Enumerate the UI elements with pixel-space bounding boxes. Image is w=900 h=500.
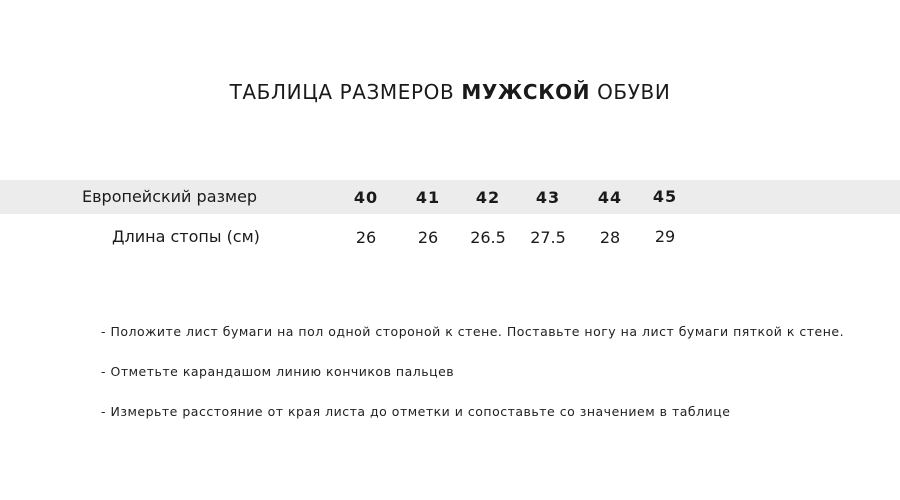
title-suffix: ОБУВИ bbox=[597, 80, 671, 104]
size-cell: 41 bbox=[415, 188, 441, 207]
title-emphasis: МУЖСКОЙ bbox=[461, 80, 591, 104]
measurement-instructions bbox=[101, 322, 861, 442]
size-cell: 42 bbox=[475, 188, 501, 207]
instruction-item: - Измерьте расстояние от края листа до отметки и сопоставьте со значением в таблице bbox=[101, 404, 731, 419]
table-row-european-size bbox=[0, 180, 900, 214]
title-prefix: ТАБЛИЦА РАЗМЕРОВ bbox=[229, 80, 455, 104]
size-cell: 45 bbox=[652, 187, 678, 206]
table-row-foot-length bbox=[0, 220, 900, 254]
instruction-item: - Отметьте карандашом линию кончиков пальцев bbox=[101, 364, 455, 379]
instruction-item: - Положите лист бумаги на пол одной стороной к стене. Поставьте ногу на лист бумаги пяткой к стене. bbox=[101, 324, 845, 339]
row-label: Длина стопы (см) bbox=[112, 227, 260, 246]
row-label: Европейский размер bbox=[82, 187, 258, 206]
length-cell: 26 bbox=[417, 228, 439, 247]
length-cell: 28 bbox=[599, 228, 621, 247]
size-cell: 40 bbox=[353, 188, 379, 207]
length-cell: 26 bbox=[355, 228, 377, 247]
length-cell: 29 bbox=[654, 227, 676, 246]
length-cell: 27.5 bbox=[530, 228, 566, 247]
length-cell: 26.5 bbox=[470, 228, 506, 247]
page-title bbox=[0, 80, 900, 104]
size-cell: 44 bbox=[597, 188, 623, 207]
size-cell: 43 bbox=[535, 188, 561, 207]
